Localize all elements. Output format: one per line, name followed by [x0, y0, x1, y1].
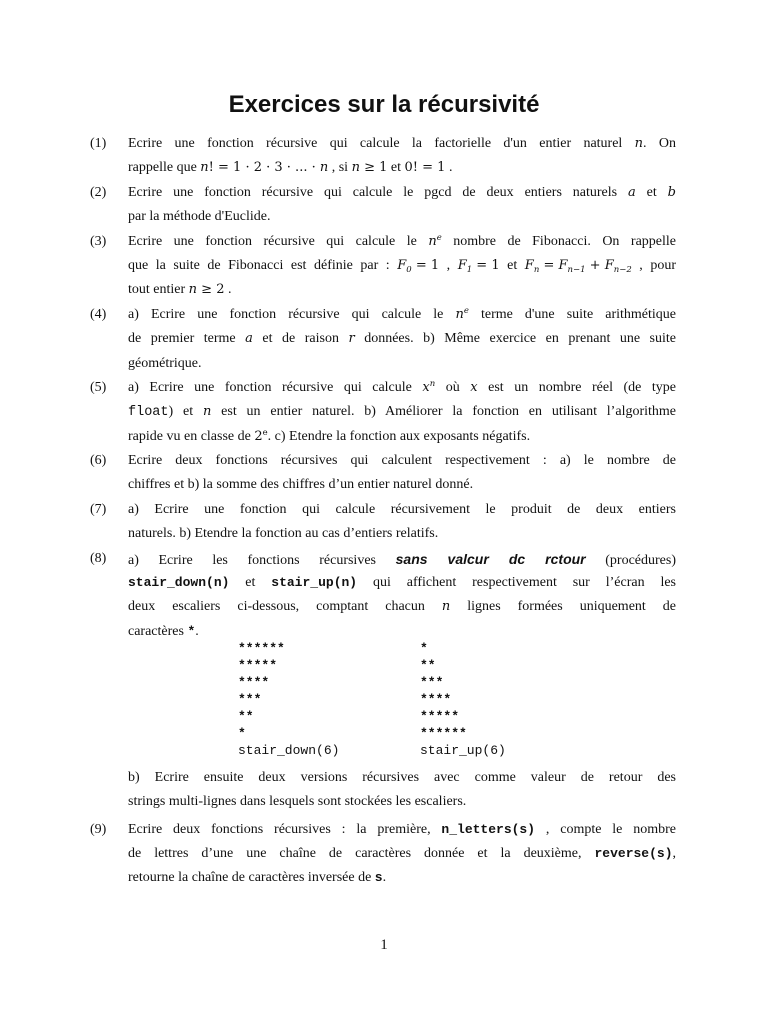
math-variable	[458, 258, 472, 273]
math-base: F	[397, 257, 407, 273]
math-variable	[422, 380, 435, 395]
math-symbols: ≥ 2	[197, 282, 225, 298]
text-line	[128, 842, 676, 866]
exercise-body	[128, 818, 676, 891]
text-run: tout entier	[128, 282, 189, 298]
exercise-item-1	[90, 132, 676, 181]
staircase-down	[238, 640, 420, 759]
text-run: , compte le nombre	[535, 821, 676, 837]
math-expression	[455, 305, 469, 322]
math-variable	[628, 185, 636, 200]
exercise-paragraph	[128, 766, 676, 815]
text-run: rapide vu en classe de	[128, 428, 255, 444]
math-variable	[189, 282, 197, 297]
text-line	[128, 547, 676, 571]
staircase-row: ****	[238, 675, 270, 691]
staircase-row: ******	[420, 726, 467, 742]
math-subscript: n−2	[613, 264, 632, 275]
math-base: a	[628, 184, 636, 200]
math-variable	[525, 258, 540, 273]
math-base: n	[200, 160, 209, 176]
text-run: . c) Etendre la fonction aux exposants négatifs.	[267, 428, 531, 444]
text-line	[128, 327, 676, 351]
math-expression	[635, 137, 643, 150]
text-run: naturels. b) Etendre la fonction au cas d’entiers relatifs.	[128, 526, 439, 542]
text-run: deux escaliers ci-dessous, comptant chacun	[128, 599, 442, 615]
text-line	[128, 181, 676, 205]
staircase-row: ****	[420, 692, 452, 708]
math-superscript: e	[463, 305, 469, 316]
math-variable	[635, 136, 643, 151]
exercise-item-8	[90, 547, 676, 815]
text-run: lignes formées uniquement de	[450, 599, 676, 615]
text-run: (procédures)	[585, 552, 676, 568]
staircase-row: ***	[420, 675, 444, 691]
text-line	[128, 818, 676, 842]
code-identifier: reverse(s)	[594, 845, 673, 861]
math-variable	[352, 160, 360, 175]
math-symbols: = 1	[472, 257, 500, 273]
code-identifier: *	[187, 623, 196, 639]
math-expression	[442, 600, 450, 613]
exercise-paragraph	[128, 376, 676, 449]
text-line	[128, 571, 676, 595]
text-run: b) Ecrire ensuite deux versions récursives avec comme valeur de retour des	[128, 769, 676, 785]
math-expression	[200, 161, 328, 174]
text-run: par la méthode d'Euclide.	[128, 209, 271, 225]
exercise-number: (9)	[90, 821, 107, 837]
text-run: caractères	[128, 623, 188, 639]
exercise-item-5	[90, 376, 676, 449]
math-subscript: n−1	[567, 264, 586, 275]
staircase-output	[238, 640, 676, 759]
exercise-paragraph	[128, 498, 676, 547]
exercise-body	[128, 376, 676, 449]
text-run: a) Ecrire une fonction récursive qui calcule	[128, 379, 423, 395]
math-base: x	[422, 379, 430, 395]
math-base: n	[428, 233, 437, 249]
text-run: Ecrire une fonction récursive qui calcule la factorielle d'un entier naturel	[128, 136, 635, 151]
text-run: .	[224, 282, 232, 298]
math-base: 2	[254, 428, 263, 444]
text-line	[128, 866, 676, 890]
math-superscript: e	[436, 232, 442, 243]
text-line	[128, 205, 676, 229]
text-run: que la suite de Fibonacci est définie par :	[128, 257, 398, 273]
text-line	[128, 156, 676, 180]
math-base: F	[558, 257, 568, 273]
exercise-number: (4)	[90, 306, 107, 322]
exercise-item-6	[90, 449, 676, 498]
text-run: .	[195, 623, 199, 639]
exercise-item-9	[90, 818, 676, 891]
text-run: a) Ecrire une fonction récursive qui calcule le	[128, 306, 456, 322]
math-base: n	[455, 306, 464, 322]
text-run: strings multi-lignes dans lesquels sont stockées les escaliers.	[128, 793, 467, 809]
text-line	[128, 303, 676, 327]
text-run: données. b) Même exercice en prenant une suite	[354, 331, 677, 347]
page-number: 1	[380, 937, 388, 953]
exercise-number: (8)	[90, 550, 107, 566]
exercise-paragraph	[128, 547, 676, 645]
text-line	[128, 790, 676, 814]
exercise-item-7	[90, 498, 676, 547]
math-expression	[457, 257, 500, 275]
code-identifier: stair_up(n)	[271, 575, 358, 591]
exercise-body	[128, 303, 676, 376]
exercise-number: (6)	[90, 453, 107, 469]
math-superscript: e	[262, 427, 268, 438]
exercise-body	[128, 230, 676, 303]
code-identifier: stair_down(n)	[128, 575, 230, 591]
staircase-caption: stair_up(6)	[420, 743, 506, 759]
math-variable	[668, 185, 676, 200]
staircase-up	[420, 640, 602, 759]
exercise-body	[128, 547, 676, 815]
text-run: a) Ecrire une fonction qui calcule récursivement le produit de deux entiers	[128, 501, 676, 517]
text-run: et	[387, 160, 405, 176]
text-run: Ecrire deux fonctions récursives qui calculent respectivement : a) le nombre de	[128, 453, 676, 469]
text-line	[128, 230, 676, 254]
text-run: nombre de Fibonacci. On rappelle	[441, 233, 676, 249]
exercise-paragraph	[128, 303, 676, 376]
staircase-row: **	[238, 709, 254, 725]
math-subscript: n	[533, 264, 540, 275]
text-run: où	[435, 379, 471, 395]
text-line	[128, 425, 676, 449]
math-variable	[320, 160, 328, 175]
text-run: , si	[328, 160, 352, 176]
text-line	[128, 352, 676, 376]
exercise-paragraph	[128, 181, 676, 230]
text-run: et	[635, 184, 668, 200]
math-symbols: ! = 1 · 2 · 3 · ... ·	[208, 160, 320, 176]
text-run: est un entier naturel. b) Améliorer la fonction en utilisant l’algorithme	[211, 404, 676, 420]
code-keyword: float	[128, 405, 169, 421]
math-expression	[254, 427, 268, 444]
text-run: rappelle que	[128, 160, 201, 176]
math-variable	[442, 599, 450, 614]
math-expression	[470, 381, 477, 394]
text-run: chiffres et b) la somme des chiffres d’un entier naturel donné.	[128, 477, 474, 493]
math-variable	[397, 258, 411, 273]
exercise-list	[90, 132, 676, 891]
text-run: ) et	[168, 404, 203, 420]
code-identifier: s	[374, 870, 383, 886]
text-run: retourne la chaîne de caractères inversée de	[128, 870, 375, 886]
math-base: r	[348, 331, 355, 347]
staircase-row: *****	[420, 709, 460, 725]
math-base: a	[245, 331, 253, 347]
math-variable	[455, 307, 468, 322]
exercise-body	[128, 498, 676, 547]
staircase-row: ******	[238, 641, 285, 657]
text-run: est un nombre réel (de type	[477, 379, 676, 395]
math-base: n	[202, 404, 212, 420]
exercise-number: (5)	[90, 379, 107, 395]
text-line	[128, 449, 676, 473]
math-expression	[405, 161, 446, 174]
text-run: Ecrire une fonction récursive qui calcule le	[128, 233, 429, 249]
exercise-item-2	[90, 181, 676, 230]
math-variable	[245, 331, 253, 346]
exercise-paragraph	[128, 230, 676, 303]
math-base: F	[524, 257, 534, 273]
text-run: . On	[643, 136, 676, 151]
text-run: , pour	[631, 257, 676, 273]
text-line	[128, 766, 676, 790]
text-run: géométrique.	[128, 355, 202, 371]
math-base: n	[634, 136, 644, 151]
math-subscript: 0	[406, 264, 412, 275]
exercise-number: (7)	[90, 501, 107, 517]
exercise-paragraph	[128, 818, 676, 891]
text-run: et	[229, 575, 272, 591]
math-base: n	[351, 160, 360, 176]
exercise-item-4	[90, 303, 676, 376]
math-base: F	[457, 257, 467, 273]
math-number	[254, 429, 267, 444]
exercise-number: (1)	[90, 136, 107, 151]
staircase-row: *****	[238, 658, 278, 674]
math-symbols: = 1	[411, 257, 440, 273]
text-run: ,	[439, 257, 458, 273]
exercise-body	[128, 181, 676, 230]
staircase-row: *	[238, 726, 246, 742]
text-run: terme d'une suite arithmétique	[468, 306, 676, 322]
math-symbols: +	[585, 257, 605, 273]
exercise-number: (2)	[90, 184, 107, 200]
math-base: b	[667, 184, 676, 200]
staircase-row: **	[420, 658, 436, 674]
text-line	[128, 254, 676, 278]
math-base: n	[319, 160, 329, 176]
math-expression	[422, 378, 436, 395]
emphasis-text: sans valcur dc rctour	[395, 550, 586, 567]
math-symbols: =	[539, 257, 559, 273]
exercise-body	[128, 449, 676, 498]
staircase-row: *	[420, 641, 428, 657]
math-variable	[200, 160, 208, 175]
text-run: .	[382, 870, 387, 886]
staircase-caption: stair_down(6)	[238, 743, 340, 759]
staircase-row: ***	[238, 692, 262, 708]
text-run: qui affichent respectivement sur l’écran les	[357, 575, 676, 591]
exercise-body	[128, 132, 676, 181]
exercise-paragraph	[128, 132, 676, 181]
math-symbols: 0! = 1	[404, 160, 446, 176]
text-run: ,	[672, 845, 676, 861]
text-line	[128, 376, 676, 400]
math-base: n	[188, 282, 198, 298]
math-variable	[558, 258, 585, 273]
math-expression	[428, 232, 442, 249]
exercise-item-3	[90, 230, 676, 303]
text-line	[128, 522, 676, 546]
math-expression	[668, 186, 676, 199]
text-run: Ecrire deux fonctions récursives : la première,	[128, 821, 442, 837]
math-variable	[428, 234, 441, 249]
text-run: de lettres d’une une chaîne de caractères donnée et la deuxième,	[128, 845, 595, 861]
text-line	[128, 473, 676, 497]
math-expression	[397, 257, 440, 275]
exercise-paragraph	[128, 449, 676, 498]
math-expression	[524, 257, 632, 275]
text-line	[128, 400, 676, 424]
math-base: F	[604, 257, 614, 273]
text-line	[128, 498, 676, 522]
math-symbols: ≥ 1	[359, 160, 388, 176]
math-base: x	[470, 379, 478, 395]
text-run: de premier terme	[128, 331, 246, 347]
text-line	[128, 278, 676, 302]
text-run: a) Ecrire les fonctions récursives	[128, 552, 396, 568]
math-variable	[470, 380, 477, 395]
exercise-number: (3)	[90, 233, 107, 249]
text-run: Ecrire une fonction récursive qui calcule le pgcd de deux entiers naturels	[128, 184, 628, 200]
text-run: et de raison	[252, 331, 349, 347]
math-base: n	[441, 599, 451, 615]
text-line	[128, 132, 676, 156]
math-expression	[189, 283, 225, 296]
text-run: .	[445, 160, 453, 176]
math-variable	[605, 258, 632, 273]
math-subscript: 1	[466, 264, 473, 275]
math-expression	[628, 186, 636, 199]
math-expression	[245, 332, 253, 345]
code-identifier: n_letters(s)	[441, 821, 536, 837]
page-title: Exercices sur la récursivité	[228, 91, 540, 118]
text-run: et	[499, 257, 525, 273]
math-expression	[352, 161, 388, 174]
text-line	[128, 595, 676, 619]
math-superscript: n	[429, 378, 436, 389]
